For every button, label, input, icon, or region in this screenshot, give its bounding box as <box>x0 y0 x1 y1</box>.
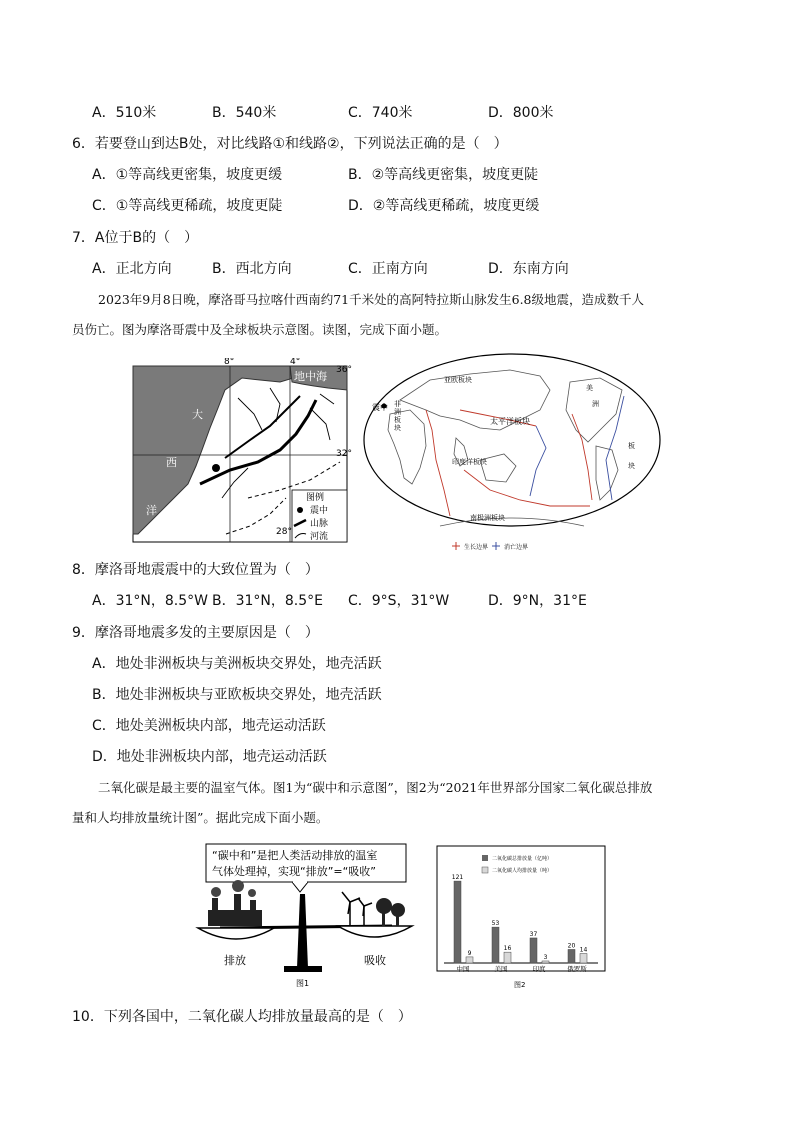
bubble-text-line-1: “碳中和”是把人类活动排放的温室 <box>212 849 378 862</box>
bar-total-3 <box>568 949 575 963</box>
ocean-label-1: 大 <box>192 408 203 421</box>
legend-epicenter: 震中 <box>310 506 329 516</box>
category-label-0: 中国 <box>456 965 470 973</box>
q7-option-c: C．正南方向 <box>348 261 428 277</box>
intro-1-line-1: 2023年9月8日晚，摩洛哥马拉喀什西南约71千米处的高阿特拉斯山脉发生6.8级地震，造成数千人 <box>98 292 645 307</box>
bar-value-label-1-2: 3 <box>543 953 548 961</box>
bar-per-capita-2 <box>542 961 549 963</box>
q9-option-a: A．地处非洲板块与美洲板块交界处，地壳活跃 <box>92 656 382 672</box>
tree-icon <box>376 898 405 926</box>
african-plate-label-4: 块 <box>394 424 401 432</box>
q9-option-d: D．地处非洲板块内部，地壳运动活跃 <box>92 749 327 765</box>
bar-total-0 <box>454 881 461 963</box>
bar-value-label-0-3: 20 <box>567 942 576 950</box>
q9-stem: 9．摩洛哥地震多发的主要原因是（ ） <box>72 625 319 641</box>
q6-option-b: B．②等高线更密集，坡度更陡 <box>348 167 539 183</box>
epicenter-marker <box>212 464 220 472</box>
emission-pan <box>198 928 274 939</box>
q5-option-b: B．540米 <box>212 105 277 121</box>
q10-stem: 10．下列各国中，二氧化碳人均排放量最高的是（ ） <box>72 1009 412 1025</box>
bubble-text-line-2: 气体处理掉，实现“排放”=“吸收” <box>212 865 377 878</box>
morocco-map <box>130 358 354 548</box>
q8-stem: 8．摩洛哥地震震中的大致位置为（ ） <box>72 562 319 578</box>
figure-1-caption: 图1 <box>296 979 310 988</box>
q7-option-b: B．西北方向 <box>212 261 292 277</box>
african-plate-label-2: 洲 <box>394 408 401 416</box>
q6-stem: 6．若要登山到达B处，对比线路①和线路②，下列说法正确的是（ ） <box>72 136 508 152</box>
lon-8-label: 8° <box>224 358 235 367</box>
q8-option-c: C．9°S，31°W <box>348 593 450 609</box>
bar-per-capita-0 <box>466 957 473 963</box>
pacific-plate-label: 太平洋板块 <box>490 417 530 426</box>
absorption-pan <box>338 926 412 937</box>
world-plates-map <box>360 350 664 556</box>
q5-option-c: C．740米 <box>348 105 413 121</box>
q6-option-d: D．②等高线更稀疏，坡度更缓 <box>348 198 540 214</box>
category-label-2: 印度 <box>532 965 546 973</box>
ocean-label-3: 洋 <box>146 504 157 517</box>
sea-label: 地中海 <box>294 370 327 383</box>
q8-option-b: B．31°N，8.5°E <box>212 593 324 609</box>
lon-4-label: 4° <box>290 358 301 367</box>
q7-stem: 7．A位于B的（ ） <box>72 230 199 246</box>
ocean-label-2: 西 <box>166 456 177 469</box>
legend-mountain: 山脉 <box>310 519 329 529</box>
bar-per-capita-3 <box>580 954 587 963</box>
emission-label: 排放 <box>224 954 246 967</box>
american-plate-label-2: 洲 <box>592 400 599 408</box>
q5-option-d: D．800米 <box>488 105 554 121</box>
american-plate-label-4: 块 <box>628 462 635 470</box>
q5-option-a: A．510米 <box>92 105 157 121</box>
world-epicenter-label: 震中 <box>372 403 388 412</box>
eurasian-plate-label: 亚欧板块 <box>444 376 472 384</box>
antarctic-plate-label: 南极洲板块 <box>470 514 505 522</box>
balance-pillar <box>297 894 308 968</box>
legend-total-label: 二氧化碳总排放量（亿吨） <box>492 856 553 862</box>
legend-subduction-boundary: 消亡边界 <box>504 544 529 551</box>
category-label-3: 俄罗斯 <box>567 965 587 973</box>
legend-swatch-per-capita <box>482 867 488 873</box>
bar-value-label-0-2: 37 <box>529 930 538 938</box>
legend-growth-boundary: 生长边界 <box>464 544 489 551</box>
lat-32-label: 32° <box>336 449 352 459</box>
african-plate-label-1: 非 <box>394 400 401 408</box>
bar-value-label-1-0: 9 <box>467 949 472 957</box>
q9-option-b: B．地处非洲板块与亚欧板块交界处，地壳活跃 <box>92 687 382 703</box>
figure-2-caption: 图2 <box>514 981 526 989</box>
carbon-neutral-diagram <box>192 840 418 990</box>
absorption-label: 吸收 <box>364 954 386 967</box>
bar-value-label-0-1: 53 <box>491 920 500 928</box>
indian-plate-label: 印度洋板块 <box>452 458 487 466</box>
bar-total-2 <box>530 938 537 963</box>
american-plate-label-3: 板 <box>628 442 635 450</box>
q6-option-a: A．①等高线更密集，坡度更缓 <box>92 167 283 183</box>
bar-value-label-0-0: 121 <box>451 874 464 882</box>
factory-icon <box>208 880 262 926</box>
american-plate-label-1: 美 <box>586 384 593 392</box>
lat-36-label: 36° <box>336 365 352 375</box>
lat-28-label: 28° <box>276 527 292 537</box>
bar-value-label-1-3: 14 <box>579 946 588 954</box>
q9-option-c: C．地处美洲板块内部，地壳运动活跃 <box>92 718 326 734</box>
q7-option-d: D．东南方向 <box>488 261 569 277</box>
intro-2-line-1: 二氧化碳是最主要的温室气体。图1为“碳中和示意图”，图2为“2021年世界部分国家二氧化碳总排放 <box>98 780 653 795</box>
wind-turbine-icon <box>342 892 372 926</box>
q8-option-a: A．31°N，8.5°W <box>92 593 208 609</box>
q7-option-a: A．正北方向 <box>92 261 172 277</box>
bar-value-label-1-1: 16 <box>503 945 512 953</box>
q6-option-c: C．①等高线更稀疏，坡度更陡 <box>92 198 283 214</box>
legend-river: 河流 <box>310 532 329 542</box>
legend-swatch-total <box>482 855 488 861</box>
category-label-1: 美国 <box>494 965 508 973</box>
bar-total-1 <box>492 927 499 963</box>
legend-title: 图例 <box>306 493 325 503</box>
q8-option-d: D．9°N，31°E <box>488 593 587 609</box>
intro-2-line-2: 量和人均排放量统计图”。据此完成下面小题。 <box>72 810 329 825</box>
legend-per-capita-label: 二氧化碳人均排放量（吨） <box>492 868 553 874</box>
bar-per-capita-1 <box>504 952 511 963</box>
intro-1-line-2: 员伤亡。图为摩洛哥震中及全球板块示意图。读图，完成下面小题。 <box>72 322 448 337</box>
african-plate-label-3: 板 <box>394 416 401 424</box>
co2-emissions-chart <box>436 845 608 991</box>
